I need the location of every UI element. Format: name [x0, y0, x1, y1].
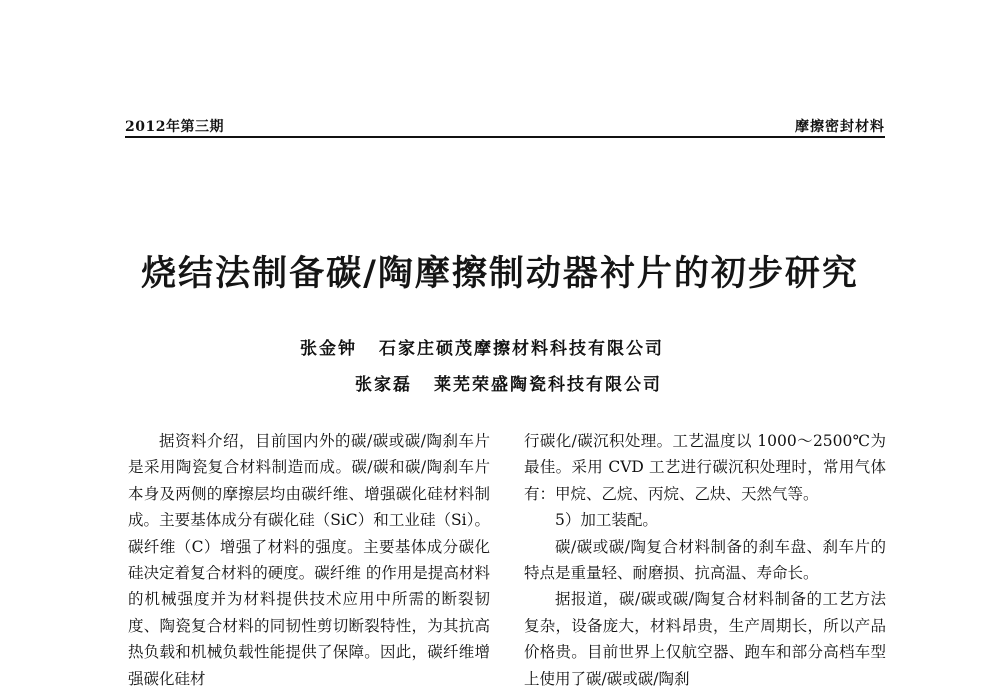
author-affiliation: 石家庄硕茂摩擦材料科技有限公司: [379, 339, 664, 359]
author-affiliation: 莱芜荣盛陶瓷科技有限公司: [434, 375, 662, 395]
author-line-2: [355, 370, 662, 395]
body-paragraph: 行碳化/碳沉积处理。工艺温度以 1000～2500℃为最佳。采用 CVD 工艺进行碳沉积处理时，常用气体有：甲烷、乙烷、丙烷、乙炔、天然气等。: [524, 432, 886, 503]
section-heading: 5）加工装配。: [555, 511, 658, 530]
body-paragraph: 碳/碳或碳/陶复合材料制备的刹车盘、刹车片的特点是重量轻、耐磨损、抗高温、寿命长。: [524, 537, 886, 583]
author-line-1: [300, 334, 664, 359]
running-header: [125, 112, 885, 138]
issue-label: 2012年第三期: [125, 119, 224, 135]
body-paragraph: 据资料介绍，目前国内外的碳/碳或碳/陶刹车片是采用陶瓷复合材料制造而成。碳/碳和碳/陶刹车片本身及两侧的摩擦层均由碳纤维、增强碳化硅材料制成。主要基体成分有碳化硅（SiC）和工业硅（Si）。碳纤维（C）增强了材料的强度。主要基体成分碳化硅决定着复合材料的硬度。碳纤维 的作用是提高材料的机械强度并为材料提供技术应用中所需的断裂韧度、陶瓷复合材料的同韧性剪切断裂特性，为其抗高热负载和机械负载性能提供了保障。因此，碳纤维增强碳化硅材: [128, 432, 490, 688]
journal-name: 摩擦密封材料: [795, 119, 885, 135]
author-name: 张金钟: [300, 339, 357, 359]
body-column-left: [128, 428, 490, 692]
article-title: 烧结法制备碳/陶摩擦制动器衬片的初步研究: [141, 254, 859, 294]
author-name: 张家磊: [355, 375, 412, 395]
header-rule: [125, 136, 885, 138]
body-paragraph: 据报道，碳/碳或碳/陶复合材料制备的工艺方法复杂，设备庞大，材料昂贵，生产周期长，所以产品价格贵。目前世界上仅航空器、跑车和部分高档车型上使用了碳/碳或碳/陶刹: [524, 590, 886, 688]
body-column-right: [524, 428, 886, 692]
